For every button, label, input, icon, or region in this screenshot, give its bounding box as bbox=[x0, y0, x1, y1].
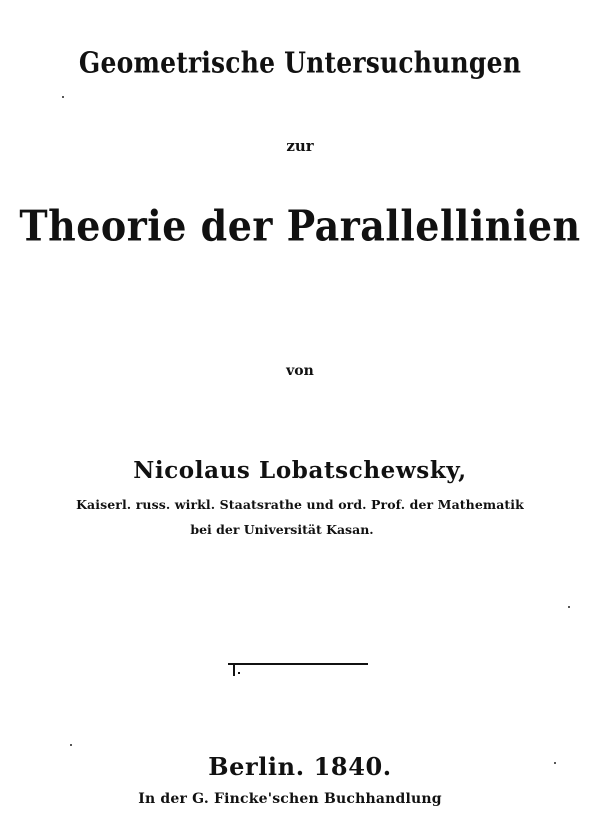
subtitle-top: Geometrische Untersuchungen bbox=[78, 45, 522, 80]
decorative-rule-tick bbox=[233, 665, 235, 676]
print-speck bbox=[70, 744, 72, 746]
decorative-rule bbox=[228, 663, 368, 665]
main-title: Theorie der Parallellinien bbox=[19, 200, 581, 251]
by-word: von bbox=[286, 363, 314, 379]
print-speck bbox=[554, 762, 556, 764]
author-affiliation-line-1: Kaiserl. russ. wirkl. Staatsrathe und ord. Prof. der Mathematik bbox=[76, 497, 524, 512]
print-speck bbox=[568, 606, 570, 608]
author-affiliation-line-2: bei der Universität Kasan. bbox=[190, 522, 374, 537]
print-speck bbox=[62, 96, 64, 98]
decorative-rule-dot bbox=[238, 672, 240, 674]
author-name: Nicolaus Lobatschewsky, bbox=[133, 457, 467, 484]
place-and-year: Berlin. 1840. bbox=[208, 752, 392, 781]
publisher-line: In der G. Fincke'schen Buchhandlung bbox=[138, 791, 442, 807]
connector-word: zur bbox=[286, 137, 314, 155]
